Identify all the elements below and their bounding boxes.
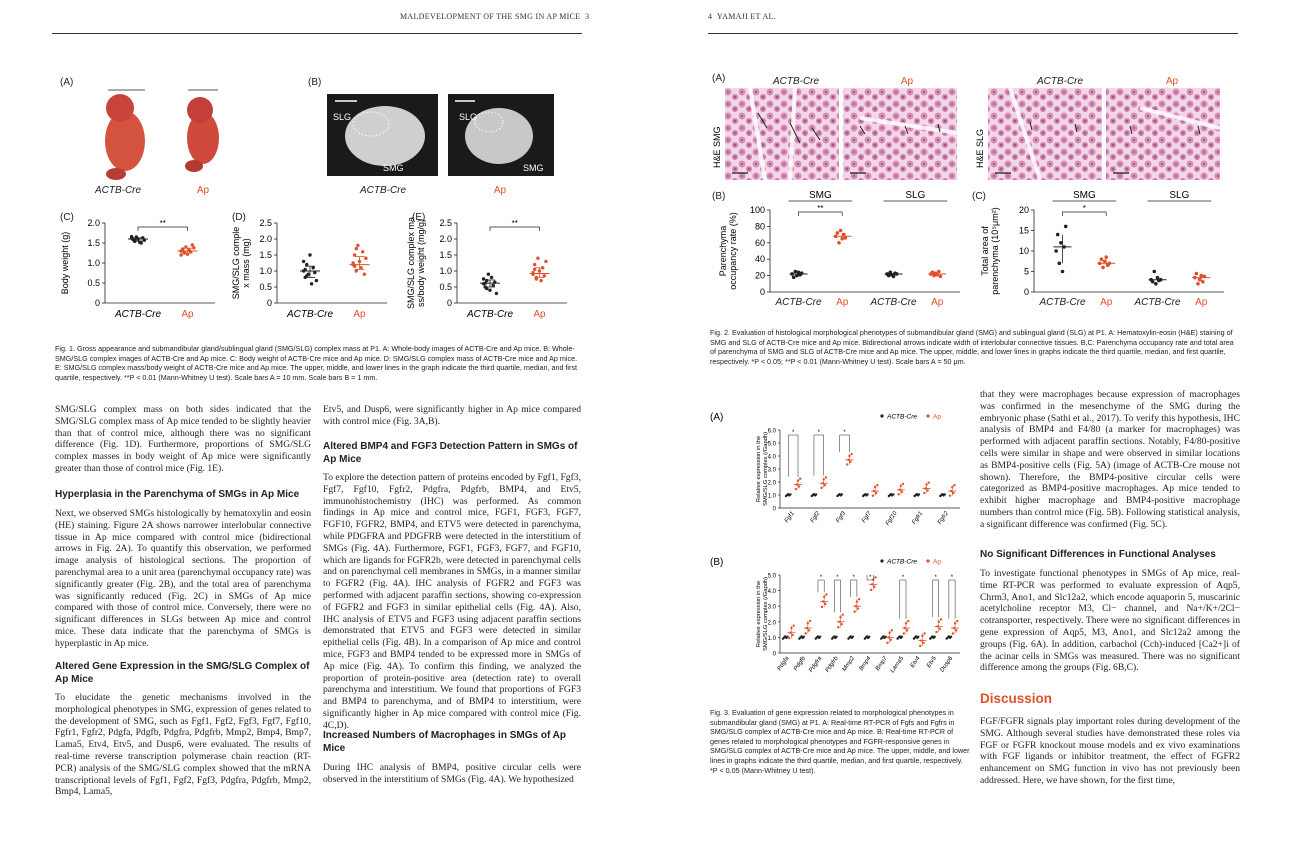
- y-tick-label: 0.5: [439, 282, 452, 292]
- significance-marker: *: [817, 430, 821, 436]
- data-point: [492, 284, 495, 287]
- region-label: SLG: [1169, 190, 1190, 201]
- data-point: [846, 463, 848, 465]
- y-tick-label: 5.0: [767, 573, 776, 580]
- significance-marker: **: [817, 204, 824, 213]
- data-point: [792, 275, 796, 279]
- fig1d-mass-chart: [225, 215, 400, 335]
- legend-marker: [926, 559, 929, 562]
- gene-label: Bmp7: [874, 655, 889, 672]
- data-point: [886, 642, 888, 644]
- y-tick-label: 4.0: [767, 589, 776, 596]
- running-header: MALDEVELOPMENT OF THE SMG IN AP MICE 3: [400, 12, 590, 21]
- significance-bracket: [840, 435, 850, 452]
- y-tick-label: 1.5: [439, 250, 452, 260]
- data-point: [837, 626, 839, 628]
- y-tick-label: 40: [754, 254, 765, 265]
- fig2c-parenchyma-area-chart: [968, 188, 1238, 323]
- data-point: [949, 494, 951, 496]
- data-point: [891, 629, 893, 631]
- data-point: [1064, 225, 1068, 229]
- data-point: [1061, 270, 1065, 274]
- x-tick-label: ACTB-Cre: [466, 309, 514, 320]
- region-label: SMG: [1072, 190, 1096, 201]
- y-axis-label: [231, 227, 251, 300]
- data-point: [789, 493, 791, 495]
- data-point: [939, 275, 943, 279]
- slg-label: SLG: [333, 112, 352, 122]
- data-point: [310, 282, 313, 285]
- data-point: [868, 636, 870, 638]
- y-tick-label: 6.0: [767, 428, 776, 435]
- data-point: [872, 494, 874, 496]
- y-axis-label-line: SMG/SLG complex (/Gapdh): [763, 576, 769, 652]
- y-axis-label-line: Total area of: [980, 226, 990, 276]
- panel-label-b: (B): [308, 77, 322, 88]
- gene-label: Fgf2: [809, 510, 822, 524]
- fig1c-body-weight-chart: [50, 215, 230, 335]
- y-tick-label: 60: [754, 237, 765, 248]
- data-point: [837, 241, 841, 245]
- panel-label-b: (B): [712, 191, 726, 202]
- gene-label: Fgf10: [884, 510, 899, 527]
- data-point: [533, 268, 536, 271]
- data-point: [543, 274, 546, 277]
- discussion-heading: Discussion: [980, 691, 1053, 706]
- data-point: [353, 253, 356, 256]
- data-point: [820, 487, 822, 489]
- significance-marker: *: [791, 430, 795, 436]
- legend-label: Ap: [933, 558, 941, 566]
- group-label-control: ACTB-Cre: [1036, 76, 1084, 87]
- data-point: [363, 273, 366, 276]
- panel-label-c: (C): [60, 212, 74, 223]
- x-tick-label: ACTB-Cre: [870, 297, 917, 308]
- significance-bracket: [788, 435, 798, 477]
- data-point: [544, 260, 547, 263]
- significance-marker: *: [1082, 204, 1086, 213]
- data-point: [487, 273, 490, 276]
- significance-marker: *: [901, 575, 905, 581]
- panel-label: (A): [710, 412, 724, 423]
- significance-marker: *: [852, 575, 855, 581]
- significance-marker: *: [819, 575, 823, 581]
- header-rule: [52, 33, 582, 34]
- y-axis-label: [718, 212, 738, 290]
- y-tick-label: 0: [759, 287, 765, 297]
- data-point: [953, 484, 955, 486]
- y-tick-label: 20: [754, 270, 765, 281]
- section-heading: No Significant Differences in Functional Analyses: [980, 549, 1216, 560]
- y-tick-label: 2.0: [767, 620, 776, 627]
- data-point: [361, 250, 364, 253]
- significance-bracket: [900, 580, 906, 619]
- data-point: [923, 632, 925, 634]
- data-point: [852, 636, 854, 638]
- data-point: [308, 253, 311, 256]
- data-point: [934, 636, 936, 638]
- header-rule: [708, 33, 1238, 34]
- paragraph: To elucidate the genetic mechanisms involved in the morphological phenotypes in SMG, expression of genes related to the development of SMG, such as Fgf1, Fgf2, Fgf3, Fgf7, Fgf10, Fgfr1, Fgfr2, Pdgfa, Pdgfb, Pdgfra, Pdgfrb, Mmp2, Bmp4, Bmp7, Lama5, Etv4, Etv5, and Dusp6, were evaluated. The results of real-time reverse transcription polymerase chain reaction (RT-PCR) analysis of the SMG/SLG complex showed that the mRNA transcriptional levels of Fgf1, Fgf2, Fgf3, Pdgfra, Pdgfrb, Mmp2, Bmp4, Lama5,: [55, 692, 311, 798]
- fig3-rtpcr-charts: [710, 408, 972, 708]
- legend-label: Ap: [933, 413, 941, 421]
- data-point: [892, 493, 894, 495]
- data-point: [952, 632, 954, 634]
- paragraph: Next, we observed SMGs histologically by hematoxylin and eosin (HE) staining. Figure 2A shows narrower interlobular connective tissue in Ap mice compared with control mice (bidirectional arrows in Fig. 2A). To quantify this observation, we performed image analysis of histological sections. The proportion of parenchymal area to a unit area (parenchymal occupancy rate) was significantly greater (Fig. 2B), and the total area of parenchyma was significantly reduced (Fig. 2C) in SMGs of Ap mice compared with those of control mice. Conversely, there were no significant differences in SLGs between Ap mice and control mice. These data indicate that the parenchyma of SMGs is hyperplastic in Ap mice.: [55, 508, 311, 649]
- data-point: [804, 632, 806, 634]
- data-point: [140, 241, 143, 244]
- data-point: [950, 636, 952, 638]
- y-axis-label-line: SMG/SLG complex ma: [406, 216, 416, 310]
- group-label-mutant: Ap: [1165, 76, 1179, 87]
- data-point: [876, 484, 878, 486]
- panel-label-a: (A): [712, 73, 726, 84]
- data-point: [356, 244, 359, 247]
- gene-label: Pdgfa: [776, 655, 791, 672]
- section-heading: Altered Gene Expression in the SMG/SLG Complex of Ap Mice: [55, 661, 310, 685]
- y-tick-label: 0: [772, 506, 776, 513]
- panel-label: (B): [710, 557, 724, 568]
- significance-bracket: [851, 580, 857, 597]
- x-tick-label: Ap: [931, 297, 944, 308]
- fig1b-gland-photos: [327, 94, 554, 176]
- data-point: [799, 478, 801, 480]
- group-label-mutant: Ap: [196, 185, 210, 196]
- y-tick-label: 1.5: [87, 238, 100, 248]
- y-tick-label: 0.5: [87, 278, 100, 288]
- y-tick-label: 3.0: [767, 467, 776, 474]
- smg-label: SMG: [383, 163, 404, 173]
- data-point: [803, 636, 805, 638]
- data-point: [825, 593, 827, 595]
- y-tick-label: 5: [1023, 266, 1029, 277]
- y-axis-label-line: SMG/SLG comple: [231, 226, 241, 300]
- data-point: [956, 620, 958, 622]
- significance-marker: *: [836, 575, 839, 581]
- significance-bracket: [933, 580, 939, 617]
- figure1-caption: Fig. 1. Gross appearance and submandibular gland/sublingual gland (SMG/SLG) complex mass at P1. A: Whole-body images of ACTB-Cre and Ap mice. B: Whole-SMG/SLG complex images of ACTB-Cre and Ap mice. C: Body weight of ACTB-Cre mice and Ap mice. D: SMG/SLG complex mass of ACTB-Cre mice and Ap mice. E: SMG/SLG complex mass/body weight of ACTB-Cre mice and Ap mice. The upper, middle, and lower lines in the graph indicate the third quartile, median, and first quartile, respectively. **P < 0.01 (Mann-Whitney U test). Scale bars A = 10 mm. Scale bars B = 1 mm.: [55, 344, 578, 382]
- significance-marker: *: [868, 575, 872, 581]
- mutant-mouse-icon: [185, 97, 219, 172]
- paragraph: that they were macrophages because expression of macrophages was confirmed in the mesenchyme of the SMG during the embryonic phase (Sathi et al., 2017). To verify this hypothesis, IHC analysis of BMP4 and F4/80 (a marker for macrophages) was performed with adjacent paraffin sections. Notably, F4/80-positive cells were similar in shape and were observed in similar locations as BMP4-positive cells (Fig. 5A) (image of ACTB-Cre mouse not shown). Therefore, the BMP4-positive circular cells were categorized as BMP4-positive macrophages. Ap mice tended to exhibit higher macrophage and BMP4-positive macrophage numbers than control mice (Fig. 5B). Following statistical analysis, a significant difference was confirmed (Fig. 5C).: [980, 389, 1240, 530]
- paragraph: To explore the detection pattern of proteins encoded by Fgf1, Fgf3, Fgf7, Fgf10, Fgfr2, Pdgfra, Pdgfrb, BMP4, and Etv5, immunohistochemistry (IHC) was performed. As common findings in Ap mice and control mice, FGF1, FGF3, FGF7, FGF10, FGFR2, BMP4, and ETV5 were detected in parenchyma, while PDGFRA and PDGFRB were detected in the interstitium of SMGs (Fig. 4A). Furthermore, FGF1, FGF3, FGF7, and FGF10, which are ligands for FGFR2b, were detected in parenchymal cells and on parenchymal cell membranes in SMGs, in a manner similar to FGFR2 (Fig. 4A). IHC analysis of FGFR2 and FGF3 was performed with adjacent paraffin sections, showing co-expression of FGFR2 and FGF3 in similar epithelial cells (Fig. 4A). Also, IHC analysis of ETV5 and FGF3 using adjacent paraffin sections demonstrated that ETV5 and FGF3 were detected in similar epithelial cells (Fig. 4B). In a comparison of Ap mice and control mice, FGF3 and BMP4 tended to be expressed more in SMGs of Ap mice (Fig. 4A). To confirm this finding, we analyzed the proportion of protein-positive area (detection rate) to overall parenchyma and interstitium. We found that proportions of FGF3 and BMP4 to parenchyma, and of BMP4 to interstitium, were significantly higher in Ap mice compared with control mice (Fig. 4C,D).: [323, 472, 581, 731]
- y-tick-label: 0: [266, 298, 272, 308]
- data-point: [902, 483, 904, 485]
- y-tick-label: 1.0: [767, 635, 776, 642]
- data-point: [794, 270, 798, 274]
- x-tick-label: Ap: [836, 297, 849, 308]
- x-tick-label: ACTB-Cre: [775, 297, 822, 308]
- legend-label: ACTB-Cre: [887, 413, 917, 421]
- data-point: [940, 618, 942, 620]
- significance-bracket: [818, 580, 824, 592]
- gene-label: Mmp2: [841, 655, 857, 673]
- y-tick-label: 80: [754, 221, 765, 232]
- x-tick-label: ACTB-Cre: [114, 309, 162, 320]
- legend-label: ACTB-Cre: [887, 558, 917, 566]
- data-point: [923, 492, 925, 494]
- y-tick-label: 2.0: [439, 234, 452, 244]
- group-label-mutant: Ap: [900, 76, 914, 87]
- y-tick-label: 1.0: [439, 266, 452, 276]
- paragraph: During IHC analysis of BMP4, positive circular cells were observed in the interstitium of SMGs (Fig. 4A). We hypothesized: [323, 762, 581, 785]
- data-point: [836, 231, 840, 235]
- data-point: [918, 493, 920, 495]
- data-point: [825, 476, 827, 478]
- gene-label: Fgfr2: [937, 510, 951, 526]
- y-axis-label-line: occupancy rate (%): [728, 212, 738, 290]
- y-axis-label: [756, 432, 769, 506]
- data-point: [495, 292, 498, 295]
- data-point: [305, 274, 308, 277]
- y-tick-label: 2.0: [87, 218, 100, 228]
- data-point: [788, 637, 790, 639]
- data-point: [1104, 255, 1108, 259]
- data-point: [533, 263, 536, 266]
- right-page: [650, 0, 1300, 841]
- data-point: [315, 279, 318, 282]
- data-point: [302, 260, 305, 263]
- significance-marker: *: [950, 575, 954, 581]
- y-tick-label: 2.0: [767, 480, 776, 487]
- y-axis-label-line: ss/body weight (mg/g): [416, 218, 426, 308]
- control-mouse-icon: [105, 94, 145, 180]
- data-point: [1154, 282, 1158, 286]
- x-tick-label: Ap: [1100, 297, 1113, 308]
- data-point: [192, 246, 195, 249]
- gene-label: Fgf1: [783, 510, 796, 524]
- panel-label-c: (C): [972, 191, 986, 202]
- y-axis-label-line: SMG/SLG complex (/Gapdh): [763, 431, 769, 507]
- y-tick-label: 0: [1023, 287, 1029, 297]
- y-axis-label-line: parenchyma (10⁵μm²): [990, 207, 1000, 295]
- data-point: [482, 277, 485, 280]
- significance-marker: **: [511, 219, 518, 228]
- region-label: SLG: [905, 190, 926, 201]
- data-point: [858, 598, 860, 600]
- y-axis-label-line: Parenchyma: [718, 225, 728, 277]
- gene-label: Dusp6: [939, 655, 955, 674]
- data-point: [897, 493, 899, 495]
- y-axis-label: Body weight (g): [60, 231, 70, 295]
- paragraph: Etv5, and Dusp6, were significantly higher in Ap mice compared with control mice (Fig. 3A,B).: [323, 404, 581, 427]
- data-point: [312, 266, 315, 269]
- y-tick-label: 3.0: [767, 604, 776, 611]
- x-tick-label: Ap: [533, 309, 546, 320]
- data-point: [485, 287, 488, 290]
- data-point: [907, 620, 909, 622]
- data-point: [935, 631, 937, 633]
- gene-label: Pdgfrb: [824, 655, 840, 674]
- section-heading: Altered BMP4 and FGF3 Detection Pattern in SMGs of Ap Mice: [323, 441, 578, 465]
- panel-label-d: (D): [232, 212, 246, 223]
- legend-marker: [926, 414, 929, 417]
- y-axis-label: [980, 207, 1000, 294]
- data-point: [1054, 249, 1058, 253]
- data-point: [901, 636, 903, 638]
- he-slg-label: H&E SLG: [975, 128, 985, 168]
- x-tick-label: Ap: [181, 309, 194, 320]
- section-heading: Hyperplasia in the Parenchyma of SMGs in Ap Mice: [55, 489, 300, 500]
- gene-label: Etv5: [926, 655, 938, 669]
- data-point: [490, 276, 493, 279]
- data-point: [919, 645, 921, 647]
- fig2a-he-histology: [710, 88, 1240, 180]
- y-axis-label-line: x mass (mg): [241, 238, 251, 288]
- data-point: [839, 229, 843, 233]
- data-point: [792, 625, 794, 627]
- data-point: [842, 614, 844, 616]
- data-point: [870, 589, 872, 591]
- region-label: SMG: [808, 190, 832, 201]
- data-point: [917, 636, 919, 638]
- data-point: [1100, 257, 1104, 261]
- data-point: [535, 277, 538, 280]
- gene-label: Fgf3: [835, 510, 848, 524]
- y-axis-label-line: Relative expression in the: [756, 580, 762, 648]
- data-point: [305, 263, 308, 266]
- running-header: 4 YAMAJI ET AL.: [708, 12, 777, 21]
- paragraph: To investigate functional phenotypes in SMGs of Ap mice, real-time RT-PCR was performed to evaluate expression of Aqp5, Chrm3, Ano1, and Slc12a2, which encode aquaporin 5, muscarinic acetylcholine receptor M3, Cl− channel, and Na+/K+/2Cl− cotransporter, respectively. There were no significant differences in gene expression of Aqp5, M3, Ano1, and Slc12a2 among the groups (Fig. 6A). In addition, carbachol (Cch)-induced [Ca2+]i of the acinar cells in SMGs was measured. There was no significant difference among the groups (Fig. 6B,C).: [980, 568, 1240, 674]
- data-point: [815, 493, 817, 495]
- data-point: [835, 636, 837, 638]
- section-heading: Increased Numbers of Macrophages in SMGs of Ap Mice: [323, 730, 567, 754]
- data-point: [795, 488, 797, 490]
- y-tick-label: 20: [1018, 205, 1029, 215]
- legend-marker: [880, 559, 883, 562]
- panel-label-e: (E): [412, 212, 426, 223]
- panel-label-a: (A): [60, 77, 74, 88]
- group-label-mutant: Ap: [493, 185, 507, 196]
- data-point: [1195, 272, 1199, 276]
- data-point: [359, 266, 362, 269]
- gene-label: Lama5: [889, 655, 906, 675]
- slg-label: SLG: [459, 112, 478, 122]
- data-point: [819, 636, 821, 638]
- data-point: [488, 289, 491, 292]
- data-point: [1058, 262, 1062, 266]
- data-point: [854, 610, 856, 612]
- gene-label: Bmp4: [858, 655, 873, 672]
- x-tick-label: Ap: [353, 309, 366, 320]
- significance-marker: *: [934, 575, 937, 581]
- data-point: [1153, 270, 1157, 274]
- gene-label: Pdgfb: [793, 655, 808, 672]
- significance-bracket: [834, 580, 840, 612]
- y-tick-label: 5.0: [767, 441, 776, 448]
- y-tick-label: 4.0: [767, 454, 776, 461]
- y-tick-label: 100: [749, 205, 765, 215]
- y-axis-label-line: Relative expression in the: [756, 435, 762, 503]
- x-tick-label: ACTB-Cre: [1039, 297, 1086, 308]
- y-tick-label: 1.5: [259, 250, 272, 260]
- y-axis-label: [756, 577, 769, 651]
- group-label-control: ACTB-Cre: [359, 185, 407, 196]
- significance-marker: *: [843, 430, 846, 436]
- data-point: [903, 632, 905, 634]
- figure3-caption: Fig. 3. Evaluation of gene expression related to morphological phenotypes in submandibular gland (SMG) at P1. A: Real-time RT-PCR of Fgfs and Fgfrs in SMG/SLG complex of ACTB-Cre mice and Ap mice. B: Real-time RT-PCR of genes related to morphological phenotypes and FGFR-responsive genes in SMG/SLG complex of ACTB-Cre mice and Ap mice. The upper, middle, and lower lines in graphs indicate the third quartile, median, and first quartile, respectively. *P < 0.05 (Mann-Whitney U test).: [710, 708, 970, 775]
- y-tick-label: 2.0: [259, 234, 272, 244]
- data-point: [944, 493, 946, 495]
- data-point: [1196, 282, 1200, 286]
- y-tick-label: 1.0: [87, 258, 100, 268]
- y-axis-label: [406, 217, 426, 309]
- fig2b-occupancy-chart: [708, 188, 970, 323]
- smg-label: SMG: [523, 163, 544, 173]
- y-tick-label: 0: [446, 298, 452, 308]
- y-tick-label: 15: [1018, 225, 1029, 236]
- data-point: [841, 493, 843, 495]
- legend-marker: [880, 414, 883, 417]
- data-point: [1056, 233, 1060, 237]
- y-tick-label: 1.0: [767, 493, 776, 500]
- fig1e-mass-ratio-chart: [400, 215, 580, 335]
- group-label-control: ACTB-Cre: [772, 76, 820, 87]
- data-point: [928, 481, 930, 483]
- paragraph: SMG/SLG complex mass on both sides indicated that the SMG/SLG complex mass of Ap mice tended to be slightly heavier than that of control mice, although there was no significant difference (Fig. 1D). Furthermore, proportions of SMG/SLG complex masses in body weight of Ap mice were significantly greater than those of control mice (Fig. 1E).: [55, 404, 311, 474]
- paragraph: FGF/FGFR signals play important roles during development of the SMG. Although several studies have demonstrated these roles via FGF or FGFR knockout mouse models and ex vivo examinations with FGF ligands or inhibitor treatment, the effect of FGFR2 enhancement on SMG function in vivo has not previously been addressed. Here, we have shown, for the first time,: [980, 716, 1240, 786]
- fig1a-mouse-photos: [90, 86, 250, 186]
- he-smg-label: H&E SMG: [712, 126, 722, 168]
- x-tick-label: ACTB-Cre: [286, 309, 334, 320]
- data-point: [364, 257, 367, 260]
- y-tick-label: 10: [1018, 246, 1029, 256]
- y-tick-label: 0.5: [259, 282, 272, 292]
- significance-bracket: [814, 435, 824, 476]
- y-tick-label: 0: [772, 651, 776, 658]
- data-point: [866, 493, 868, 495]
- significance-bracket: [949, 580, 955, 619]
- data-point: [536, 257, 539, 260]
- significance-marker: **: [159, 219, 166, 228]
- data-point: [179, 253, 182, 256]
- gene-label: Fgfr1: [911, 510, 925, 526]
- data-point: [850, 453, 852, 455]
- data-point: [1101, 266, 1105, 270]
- gene-label: Fgf7: [861, 510, 873, 524]
- y-tick-label: 2.5: [439, 218, 452, 228]
- x-tick-label: ACTB-Cre: [1134, 297, 1181, 308]
- data-point: [874, 576, 876, 578]
- data-point: [355, 247, 358, 250]
- data-point: [1151, 280, 1155, 284]
- data-point: [355, 269, 358, 272]
- data-point: [539, 279, 542, 282]
- gene-label: Pdgfra: [808, 655, 824, 674]
- x-tick-label: Ap: [1195, 297, 1208, 308]
- figure2-caption: Fig. 2. Evaluation of histological morphological phenotypes of submandibular gland (SMG) and sublingual gland (SLG) at P1. A: Hematoxylin-eosin (H&E) staining of SMG and SLG of ACTB-Cre mice and Ap mice. Bidirectional arrows indicate width of interlobular connective tissues. B,C: Parenchyma occupancy rate and total area of parenchyma of SMG and SLG of ACTB-Cre mice and Ap mice. The upper, middle, and lower lines in graphs indicate the third quartile, median, and first quartile, respectively. *P < 0.05; **P < 0.01 (Mann-Whitney U test). Scale bars A = 50 μm.: [710, 328, 1234, 366]
- y-tick-label: 2.5: [259, 218, 272, 228]
- data-point: [821, 606, 823, 608]
- group-label-control: ACTB-Cre: [94, 185, 142, 196]
- y-tick-label: 1.0: [259, 266, 272, 276]
- data-point: [809, 620, 811, 622]
- y-tick-label: 0: [94, 298, 100, 308]
- gene-label: Etv4: [909, 655, 922, 669]
